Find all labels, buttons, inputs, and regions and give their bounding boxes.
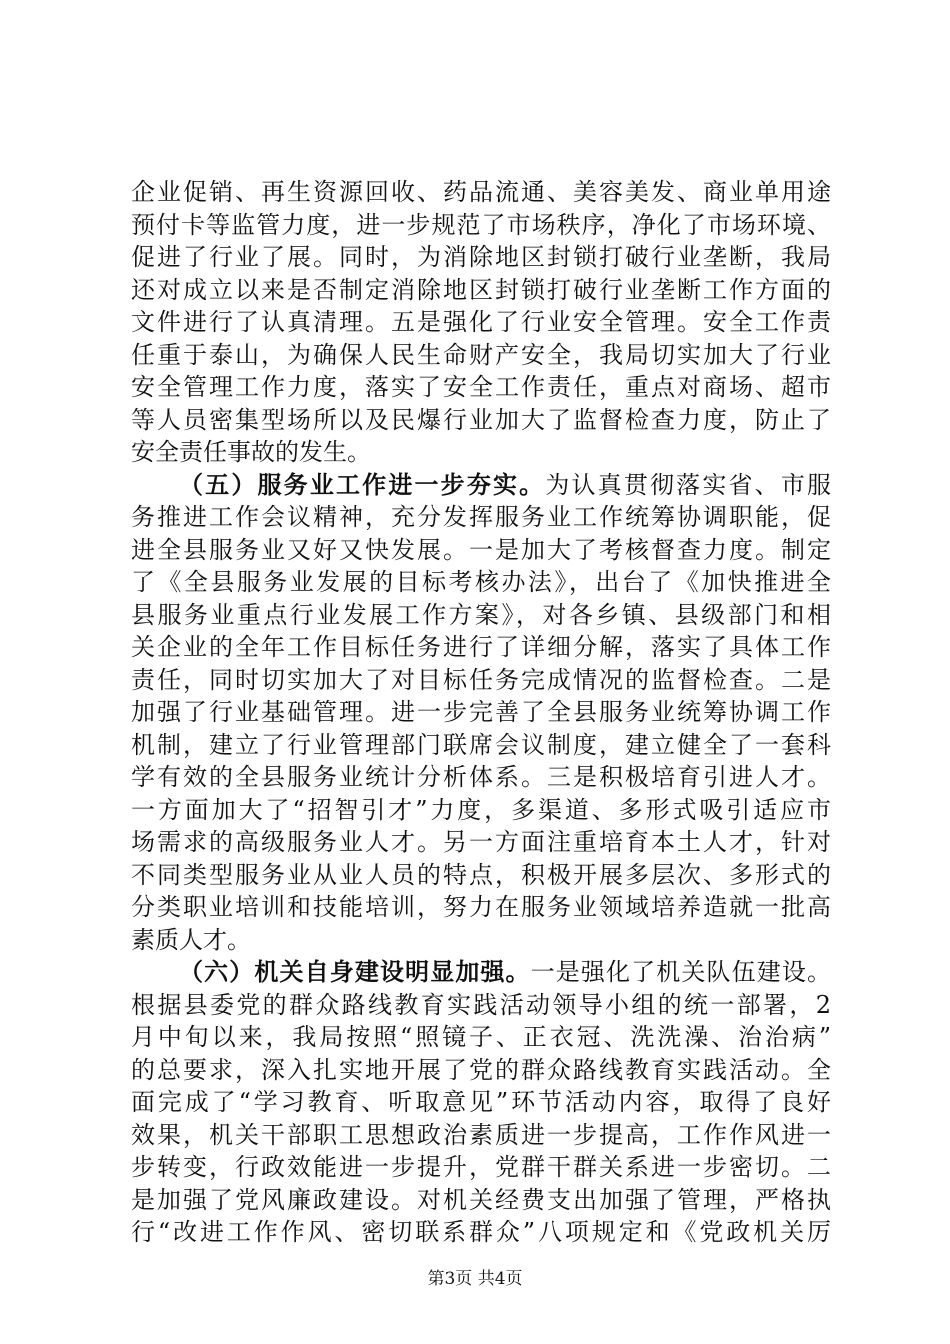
text-line: 企业促销、再生资源回收、药品流通、美容美发、商业单用途 (131, 178, 831, 206)
text-line: 安全责任事故的发生。 (131, 438, 371, 466)
text-run: 为认真贯彻落实省、市服 (545, 470, 832, 499)
text-line: 月中旬以来，我局按照“照镜子、正衣冠、洗洗澡、治治病” (131, 1023, 831, 1051)
text-line: 促进了行业了展。同时，为消除地区封锁打破行业垄断，我局 (131, 243, 831, 271)
text-line: 了《全县服务业发展的目标考核办法》，出台了《加快推进全 (131, 568, 831, 596)
section-heading: （五）服务业工作进一步夯实。 (179, 469, 546, 499)
text-line: 责任，同时切实加大了对目标任务完成情况的监督检查。二是 (131, 665, 831, 694)
page-footer (0, 1268, 950, 1290)
paragraph-section-6 (131, 956, 831, 1249)
text-line: 安全管理工作力度，落实了安全工作责任，重点对商场、超市 (131, 373, 831, 401)
paragraph-section-5 (131, 469, 831, 957)
text-line: 场需求的高级服务业人才。另一方面注重培育本土人才，针对 (131, 828, 831, 856)
text-run: 一是强化了机关队伍建设。 (530, 958, 832, 986)
text-line: 一方面加大了“招智引才”力度，多渠道、多形式吸引适应市 (131, 795, 831, 824)
text-line: 面完成了“学习教育、听取意见”环节活动内容，取得了良好 (131, 1088, 831, 1116)
text-line: 的总要求，深入扎实地开展了党的群众路线教育实践活动。全 (131, 1055, 831, 1084)
text-line: 任重于泰山，为确保人民生命财产安全，我局切实加大了行业 (131, 340, 831, 369)
text-line: 效果，机关干部职工思想政治素质进一步提高，工作作风进一 (131, 1120, 831, 1149)
text-line: 是加强了党风廉政建设。对机关经费支出加强了管理，严格执 (131, 1185, 831, 1214)
text-line: 文件进行了认真清理。五是强化了行业安全管理。安全工作责 (131, 308, 831, 336)
paragraph-continued (131, 176, 831, 469)
paragraph-first-line (131, 469, 831, 502)
paragraph-first-line (131, 956, 831, 989)
page-number: 第3页 共4页 (427, 1269, 523, 1289)
text-line: 等人员密集型场所以及民爆行业加大了监督检查力度，防止了 (131, 405, 831, 434)
text-line: 步转变，行政效能进一步提升，党群干群关系进一步密切。二 (131, 1153, 831, 1181)
section-heading: （六）机关自身建设明显加强。 (179, 957, 531, 986)
text-line: 根据县委党的群众路线教育实践活动领导小组的统一部署，2 (131, 990, 831, 1019)
text-line: 关企业的全年工作目标任务进行了详细分解，落实了具体工作 (131, 633, 831, 661)
text-line: 进全县服务业又好又快发展。一是加大了考核督查力度。制定 (131, 535, 831, 564)
text-line: 还对成立以来是否制定消除地区封锁打破行业垄断工作方面的 (131, 275, 831, 304)
text-line: 加强了行业基础管理。进一步完善了全县服务业统筹协调工作 (131, 698, 831, 726)
text-line: 务推进工作会议精神，充分发挥服务业工作统筹协调职能，促 (131, 503, 831, 531)
text-line: 学有效的全县服务业统计分析体系。三是积极培育引进人才。 (131, 763, 831, 791)
text-line: 机制，建立了行业管理部门联席会议制度，建立健全了一套科 (131, 730, 831, 759)
text-line: 预付卡等监管力度，进一步规范了市场秩序，净化了市场环境、 (131, 210, 831, 239)
text-line: 分类职业培训和技能培训，努力在服务业领域培养造就一批高 (131, 893, 831, 921)
text-line: 县服务业重点行业发展工作方案》，对各乡镇、县级部门和相 (131, 600, 831, 629)
text-line: 行“改进工作作风、密切联系群众”八项规定和《党政机关厉 (131, 1218, 831, 1246)
document-body (131, 176, 831, 1249)
text-line: 素质人才。 (131, 925, 251, 954)
text-line: 不同类型服务业从业人员的特点，积极开展多层次、多形式的 (131, 860, 831, 889)
